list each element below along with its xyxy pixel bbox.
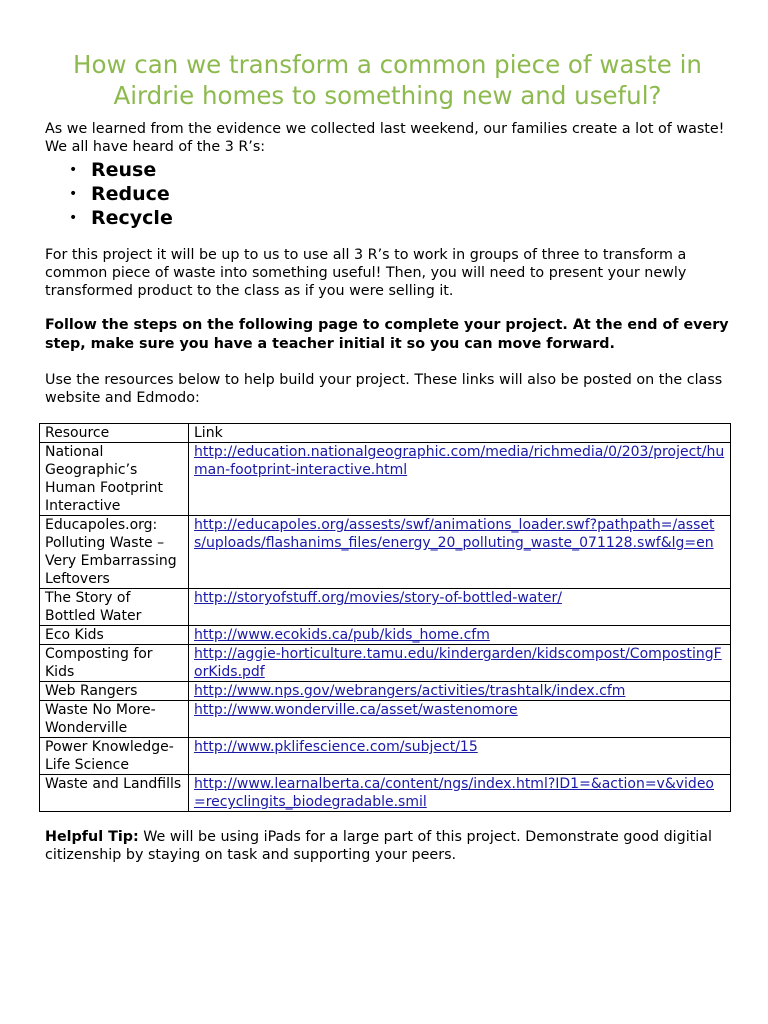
table-row: [40, 775, 731, 812]
resource-link[interactable]: http://aggie-horticulture.tamu.edu/kindergarden/kidscompost/CompostingForKids.pdf: [194, 646, 722, 680]
resource-name: Composting for Kids: [40, 645, 189, 682]
helpful-tip: [45, 828, 730, 864]
bullet-icon: •: [69, 210, 78, 226]
resource-name: Eco Kids: [40, 626, 189, 645]
list-item-reduce: [69, 182, 730, 206]
page-title: How can we transform a common piece of waste in Airdrie homes to something new and useful?: [73, 50, 702, 110]
resource-link[interactable]: http://storyofstuff.org/movies/story-of-bottled-water/: [194, 590, 562, 606]
resource-name: Educapoles.org: Polluting Waste – Very Embarrassing Leftovers: [40, 516, 189, 589]
table-header-row: [40, 424, 731, 443]
resource-link[interactable]: http://www.wonderville.ca/asset/wastenomore: [194, 702, 518, 718]
resource-name: National Geographic’s Human Footprint Interactive: [40, 443, 189, 516]
table-row: [40, 738, 731, 775]
table-row: [40, 645, 731, 682]
header-link: Link: [189, 424, 731, 443]
tip-label: Helpful Tip:: [45, 829, 139, 845]
bullet-icon: •: [69, 162, 78, 178]
resource-link[interactable]: http://www.pklifescience.com/subject/15: [194, 739, 478, 755]
table-row: [40, 682, 731, 701]
table-row: [40, 443, 731, 516]
resource-name: Power Knowledge- Life Science: [40, 738, 189, 775]
resource-name: Waste No More- Wonderville: [40, 701, 189, 738]
resources-intro: Use the resources below to help build your project. These links will also be posted on the class website and Edmodo:: [45, 372, 723, 406]
three-rs-list: [45, 158, 730, 230]
table-row: [40, 589, 731, 626]
resource-link[interactable]: http://www.nps.gov/webrangers/activities/trashtalk/index.cfm: [194, 683, 626, 699]
resource-link[interactable]: http://educapoles.org/assests/swf/animations_loader.swf?pathpath=/assets/uploads/flashanims_files/energy_20_polluting_waste_071128.swf&lg=en: [194, 517, 715, 551]
table-row: [40, 626, 731, 645]
resource-name: Waste and Landfills: [40, 775, 189, 812]
tip-text: We will be using iPads for a large part of this project. Demonstrate good digitial citizenship by staying on task and supporting your peers.: [45, 829, 712, 863]
resource-name: The Story of Bottled Water: [40, 589, 189, 626]
list-item-label: Recycle: [91, 207, 173, 229]
resource-link[interactable]: http://education.nationalgeographic.com/media/richmedia/0/203/project/human-footprint-interactive.html: [194, 444, 725, 478]
steps-paragraph: Follow the steps on the following page to complete your project. At the end of every step, make sure you have a teacher initial it so you can move forward.: [45, 317, 729, 352]
resource-link[interactable]: http://www.ecokids.ca/pub/kids_home.cfm: [194, 627, 490, 643]
list-item-label: Reuse: [91, 159, 157, 181]
project-paragraph: For this project it will be up to us to use all 3 R’s to work in groups of three to transform a common piece of waste into something useful! Then, you will need to present your newly transformed product to the class as if you were selling it.: [45, 247, 687, 299]
resource-link[interactable]: http://www.learnalberta.ca/content/ngs/index.html?ID1=&action=v&video=recyclingits_biodegradable.smil: [194, 776, 714, 810]
table-row: [40, 516, 731, 589]
resource-name: Web Rangers: [40, 682, 189, 701]
intro-paragraph: As we learned from the evidence we collected last weekend, our families create a lot of waste! We all have heard of the 3 R’s:: [45, 121, 725, 155]
list-item-label: Reduce: [91, 183, 170, 205]
header-resource: Resource: [40, 424, 189, 443]
list-item-reuse: [69, 158, 730, 182]
list-item-recycle: [69, 206, 730, 230]
bullet-icon: •: [69, 186, 78, 202]
resources-table: [39, 423, 731, 812]
table-row: [40, 701, 731, 738]
